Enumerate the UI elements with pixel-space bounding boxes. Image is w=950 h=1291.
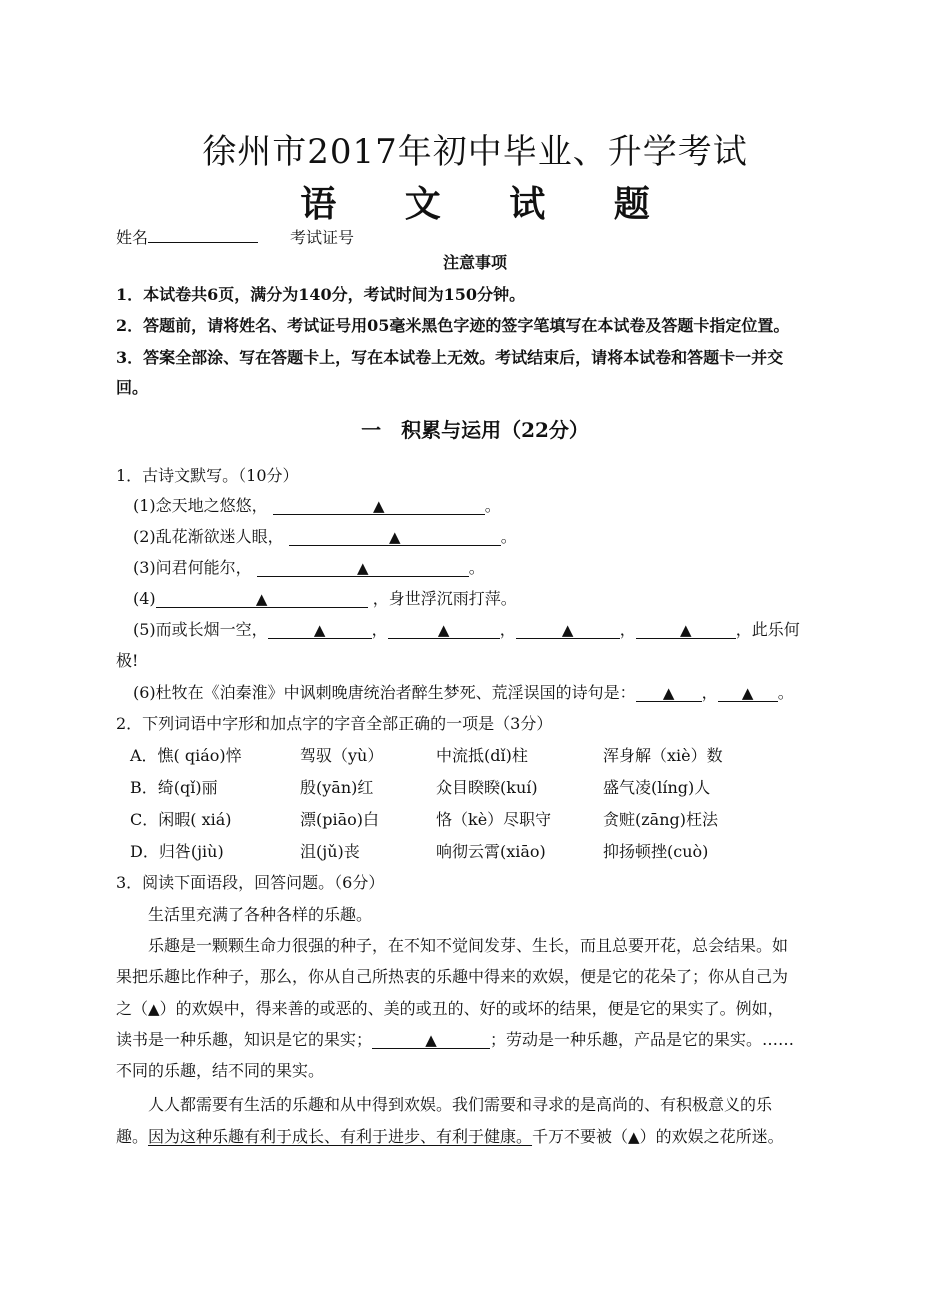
option-term: 沮(jǔ)丧 bbox=[300, 842, 360, 861]
triangle-marker: ▲ bbox=[437, 621, 450, 639]
notice-item: 3．答案全部涂、写在答题卡上，写在本试卷上无效。考试结束后，请将本试卷和答题卡一并交 bbox=[116, 348, 784, 367]
q1-item-5-cont: 极! bbox=[116, 651, 139, 670]
q1-3-text: (3)问君何能尔， bbox=[133, 558, 252, 577]
q1-stem: 1．古诗文默写。（10分） bbox=[116, 466, 299, 485]
punct: 。 bbox=[500, 527, 517, 546]
q1-item-4 bbox=[133, 586, 517, 609]
name-label: 姓名 bbox=[116, 228, 149, 247]
option-c[interactable]: C．闲暇( xiá) bbox=[130, 810, 232, 829]
option-term: 贪赃(zāng)枉法 bbox=[603, 810, 719, 829]
section-title: 一 积累与运用（22分） bbox=[361, 418, 589, 442]
option-b[interactable]: B．绮(qǐ)丽 bbox=[130, 778, 218, 797]
punct: ， bbox=[701, 683, 718, 702]
answer-blank[interactable] bbox=[273, 498, 485, 515]
q1-5-text: (5)而或长烟一空， bbox=[133, 620, 268, 639]
option-term: 众目睽睽(kuí) bbox=[436, 778, 538, 797]
triangle-marker: ▲ bbox=[662, 684, 675, 702]
passage-text: ）的欢娱中，得来善的或恶的、美的或丑的、好的或坏的结果，便是它的果实了。例如， bbox=[159, 999, 784, 1018]
q1-2-text: (2)乱花渐欲迷人眼， bbox=[133, 527, 284, 546]
triangle-marker: ▲ bbox=[425, 1031, 437, 1049]
answer-blank[interactable] bbox=[516, 622, 620, 639]
passage-line: 乐趣是一颗颗生命力很强的种子，在不知不觉间发芽、生长，而且总要开花，总会结果。如 bbox=[148, 936, 789, 955]
triangle-marker: ▲ bbox=[388, 528, 401, 546]
triangle-marker: ▲ bbox=[372, 497, 385, 515]
option-term: 抑扬顿挫(cuò) bbox=[603, 842, 709, 861]
q2-stem: 2．下列词语中字形和加点字的字音全部正确的一项是（3分） bbox=[116, 714, 553, 733]
passage-text: 千万不要被（ bbox=[532, 1127, 629, 1146]
option-d[interactable]: D．归咎(jiù) bbox=[130, 842, 224, 861]
answer-blank[interactable] bbox=[268, 622, 372, 639]
answer-blank[interactable] bbox=[372, 1032, 490, 1049]
notice-item: 回。 bbox=[116, 378, 149, 397]
passage-line: 人人都需要有生活的乐趣和从中得到欢娱。我们需要和寻求的是高尚的、有积极意义的乐 bbox=[148, 1095, 773, 1114]
passage-line bbox=[116, 1027, 794, 1050]
q1-4-text: (4) bbox=[133, 589, 156, 608]
punct: ， bbox=[499, 620, 516, 639]
name-blank bbox=[148, 227, 258, 243]
passage-text: ；劳动是一种乐趣，产品是它的果实。…… bbox=[490, 1030, 795, 1049]
answer-blank[interactable] bbox=[257, 560, 469, 577]
option-term: 殷(yān)红 bbox=[300, 778, 374, 797]
q1-item-6 bbox=[133, 680, 794, 703]
exam-subtitle: 语 文 试 题 bbox=[300, 183, 678, 225]
q1-4-text-end: ，身世浮沉雨打萍。 bbox=[372, 589, 517, 608]
option-term: 恪（kè）尽职守 bbox=[436, 810, 552, 829]
answer-blank[interactable] bbox=[636, 622, 736, 639]
passage-line bbox=[116, 996, 784, 1019]
punct: 。 bbox=[468, 558, 485, 577]
name-field bbox=[116, 225, 258, 248]
answer-blank[interactable] bbox=[636, 685, 702, 702]
punct: ， bbox=[371, 620, 388, 639]
option-term: 响彻云霄(xiāo) bbox=[436, 842, 546, 861]
passage-text: 之（ bbox=[116, 999, 149, 1018]
q1-1-text: (1)念天地之悠悠， bbox=[133, 496, 268, 515]
q1-5-text-end: ，此乐何 bbox=[735, 620, 800, 639]
underlined-sentence: 因为这种乐趣有利于成长、有利于进步、有利于健康。 bbox=[148, 1127, 533, 1146]
q1-item-3 bbox=[133, 555, 485, 578]
answer-blank[interactable] bbox=[388, 622, 500, 639]
answer-blank[interactable] bbox=[289, 529, 501, 546]
punct: 。 bbox=[484, 496, 501, 515]
triangle-marker: ▲ bbox=[255, 590, 268, 608]
triangle-marker: ▲ bbox=[148, 1000, 160, 1018]
answer-blank[interactable] bbox=[156, 591, 368, 608]
notice-heading: 注意事项 bbox=[442, 253, 507, 272]
q3-stem: 3．阅读下面语段，回答问题。（6分） bbox=[116, 873, 385, 892]
option-a[interactable]: A．憔( qiáo)悴 bbox=[130, 746, 242, 765]
option-term: 中流抵(dǐ)柱 bbox=[436, 746, 528, 765]
q1-item-2 bbox=[133, 524, 517, 547]
id-label: 考试证号 bbox=[290, 228, 355, 247]
passage-text: 趣。 bbox=[116, 1127, 149, 1146]
option-term: 驾驭（yù） bbox=[300, 746, 384, 765]
passage-line: 生活里充满了各种各样的乐趣。 bbox=[148, 905, 373, 924]
passage-line: 不同的乐趣，结不同的果实。 bbox=[116, 1061, 325, 1080]
notice-item: 1．本试卷共6页，满分为140分，考试时间为150分钟。 bbox=[116, 285, 526, 304]
punct: ， bbox=[619, 620, 636, 639]
q1-6-text: (6)杜牧在《泊秦淮》中讽刺晚唐统治者醉生梦死、荒淫误国的诗句是： bbox=[133, 683, 636, 702]
passage-text: 读书是一种乐趣，知识是它的果实； bbox=[116, 1030, 373, 1049]
punct: 。 bbox=[777, 683, 794, 702]
triangle-marker: ▲ bbox=[628, 1128, 640, 1146]
triangle-marker: ▲ bbox=[356, 559, 369, 577]
option-term: 盛气凌(líng)人 bbox=[603, 778, 711, 797]
q1-item-5 bbox=[133, 617, 800, 640]
triangle-marker: ▲ bbox=[561, 621, 574, 639]
passage-line: 果把乐趣比作种子，那么，你从自己所热衷的乐趣中得来的欢娱，便是它的花朵了；你从自己为 bbox=[116, 967, 789, 986]
passage-line bbox=[116, 1124, 784, 1147]
triangle-marker: ▲ bbox=[313, 621, 326, 639]
option-term: 浑身解（xiè）数 bbox=[603, 746, 723, 765]
triangle-marker: ▲ bbox=[741, 684, 754, 702]
passage-text: ）的欢娱之花所迷。 bbox=[639, 1127, 784, 1146]
id-field bbox=[290, 225, 354, 248]
answer-blank[interactable] bbox=[718, 685, 778, 702]
notice-item: 2．答题前，请将姓名、考试证号用05毫米黑色字迹的签字笔填写在本试卷及答题卡指定位置。 bbox=[116, 316, 790, 335]
option-term: 漂(piāo)白 bbox=[300, 810, 380, 829]
triangle-marker: ▲ bbox=[679, 621, 692, 639]
exam-title: 徐州市2017年初中毕业、升学考试 bbox=[202, 132, 748, 172]
q1-item-1 bbox=[133, 493, 501, 516]
